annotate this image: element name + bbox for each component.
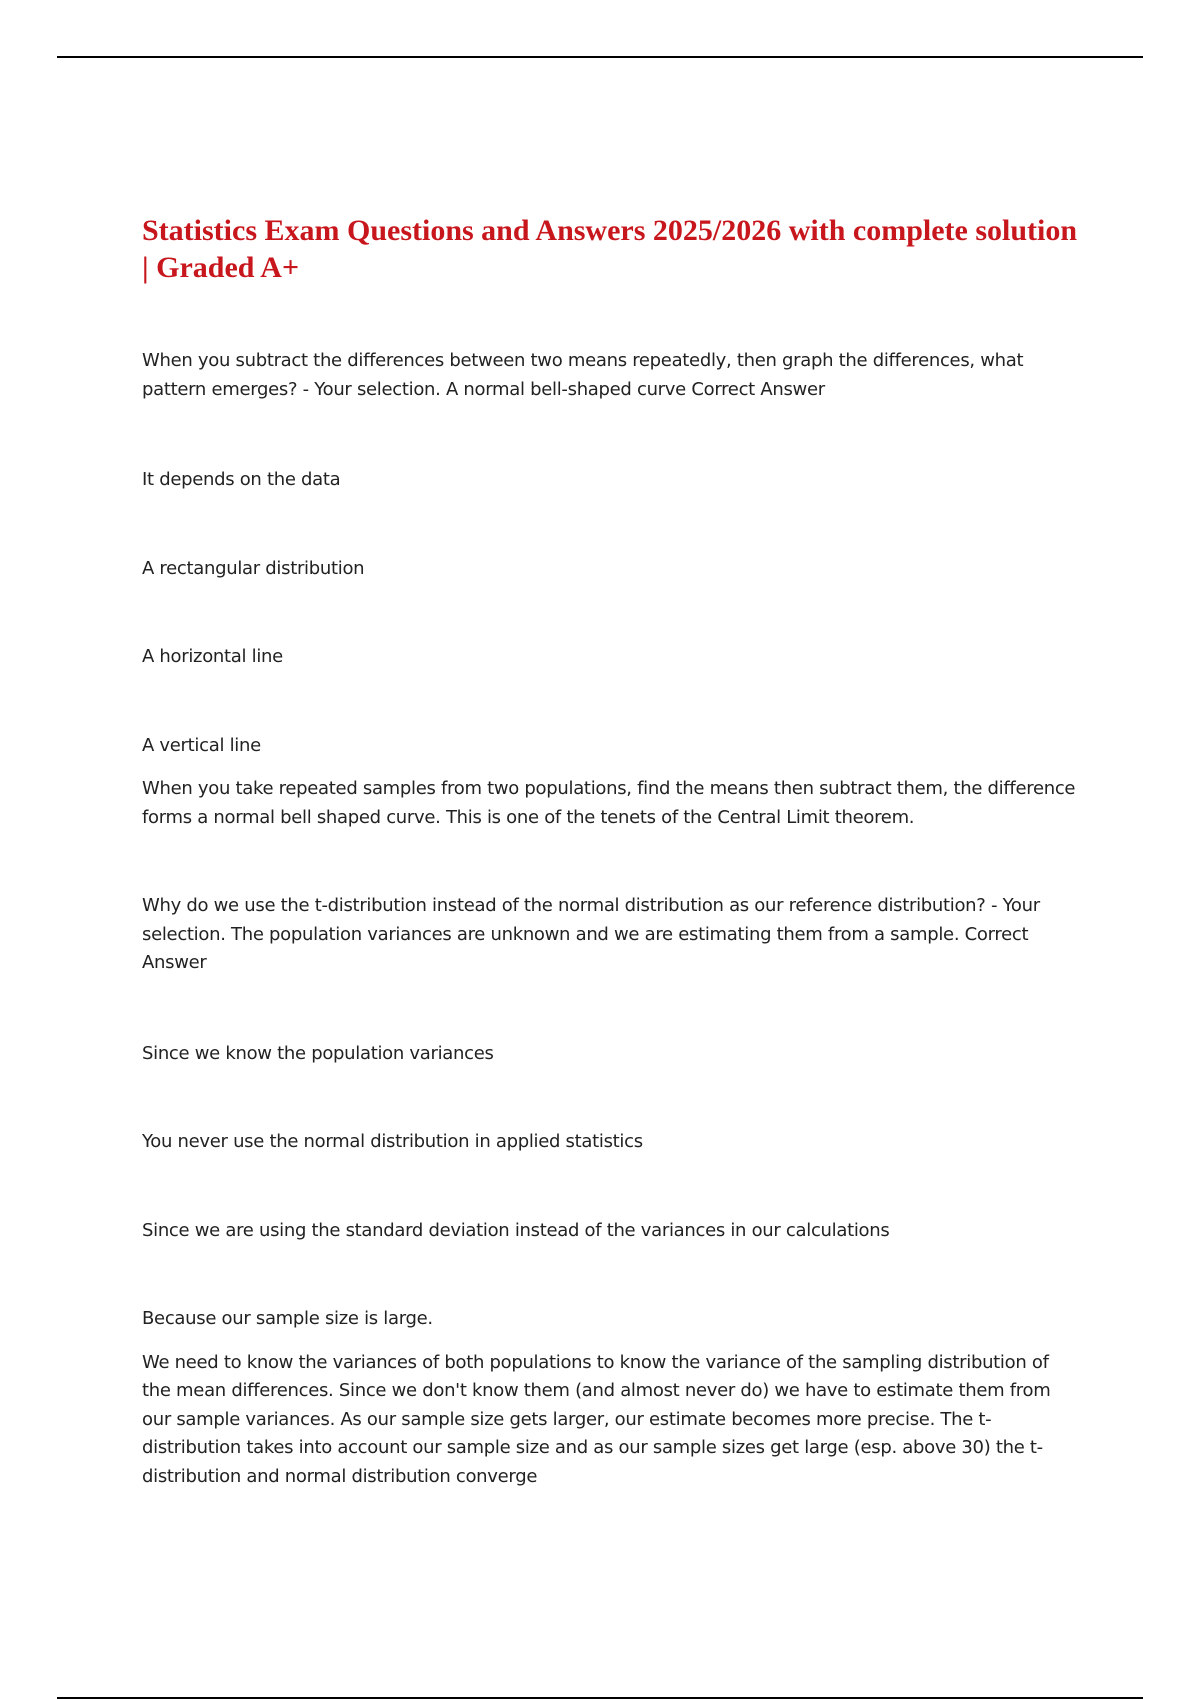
q2-option-1: Since we know the population variances xyxy=(142,1042,494,1064)
q2-question: Why do we use the t-distribution instead of the normal distribution as our reference distribution? - Your selection. The population variances are unknown and we are estimating them from a sample. Correct Answer xyxy=(142,895,1040,973)
q1-explanation: When you take repeated samples from two populations, find the means then subtract them, the difference forms a normal bell shaped curve. This is one of the tenets of the Central Limit theorem. xyxy=(142,778,1076,828)
q2-option-3: Since we are using the standard deviation instead of the variances in our calculations xyxy=(142,1219,890,1241)
q2-explanation: We need to know the variances of both populations to know the variance of the sampling distribution of the mean differences. Since we don't know them (and almost never do) we have to estimate them from our sample variances. As our sample size gets larger, our estimate becomes more precise. The t-distribution takes into account our sample size and as our sample sizes get large (esp. above 30) the t-distribution and normal distribution converge xyxy=(142,1351,1051,1487)
q1-option-1: It depends on the data xyxy=(142,469,341,490)
q2-option-4: Because our sample size is large. xyxy=(142,1308,433,1329)
q1-option-2: A rectangular distribution xyxy=(142,557,365,579)
document-body xyxy=(142,212,1082,1491)
document-title: Statistics Exam Questions and Answers 2025/2026 with complete solution | Graded A+ xyxy=(142,214,1078,284)
bottom-rule xyxy=(57,1697,1143,1699)
q1-option-4: A vertical line xyxy=(142,734,261,756)
q1-question: When you subtract the differences between two means repeatedly, then graph the differences, what pattern emerges? - Your selection. A normal bell-shaped curve Correct Answer xyxy=(142,350,1024,400)
q1-option-3: A horizontal line xyxy=(142,646,283,667)
q2-option-2: You never use the normal distribution in applied statistics xyxy=(142,1131,643,1152)
top-rule xyxy=(57,56,1143,58)
